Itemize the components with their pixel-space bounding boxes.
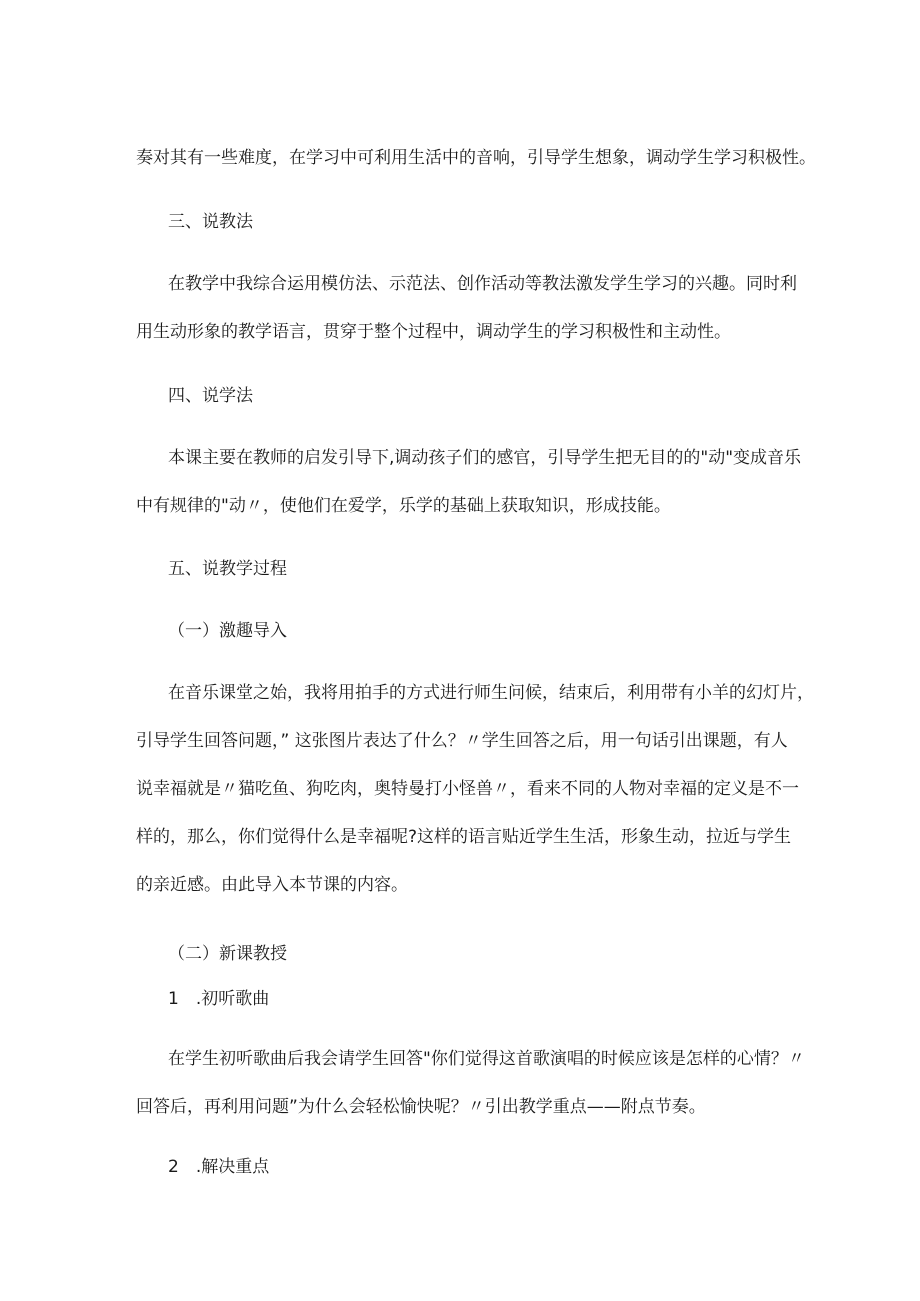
paragraph-line: 用生动形象的教学语言，贯穿于整个过程中，调动学生的学习积极性和主动性。 <box>136 322 731 342</box>
section-heading-learning-method: 四、说学法 <box>168 386 253 406</box>
section-heading-teaching-process: 五、说教学过程 <box>168 559 287 579</box>
list-item-heading: 2 .解决重点 <box>168 1157 270 1177</box>
paragraph-line: 在教学中我综合运用模仿法、示范法、创作活动等教法激发学生学习的兴趣。同时利 <box>168 274 797 294</box>
paragraph-line: 说幸福就是〃猫吃鱼、狗吃肉，奥特曼打小怪兽〃，看来不同的人物对幸福的定义是不一 <box>136 779 799 799</box>
paragraph-line: 中有规律的"动〃，使他们在爱学，乐学的基础上获取知识，形成技能。 <box>136 496 671 516</box>
section-heading-teaching-method: 三、说教法 <box>168 212 253 232</box>
subsection-heading-intro: （一）激趣导入 <box>168 621 287 641</box>
paragraph-line: 引导学生回答问题，” 这张图片表达了什么？〃学生回答之后，用一句话引出课题，有人 <box>136 731 788 751</box>
paragraph-line: 的亲近感。由此导入本节课的内容。 <box>136 875 408 895</box>
paragraph-line: 本课主要在教师的启发引导下,调动孩子们的感官，引导学生把无目的的"动"变成音乐 <box>168 448 802 468</box>
paragraph-line: 样的，那么，你们觉得什么是幸福呢?这样的语言贴近学生生活，形象生动，拉近与学生 <box>136 827 792 847</box>
subsection-heading-new-lesson: （二）新课教授 <box>168 944 287 964</box>
paragraph-line: 回答后，再利用问题”为什么会轻松愉快呢？〃引出教学重点——附点节奏。 <box>136 1097 706 1117</box>
paragraph-line: 在学生初听歌曲后我会请学生回答"你们觉得这首歌演唱的时候应该是怎样的心情？〃 <box>168 1049 805 1069</box>
list-item-heading: 1 .初听歌曲 <box>168 989 270 1009</box>
paragraph-line: 在音乐课堂之始，我将用拍手的方式进行师生问候，结束后，利用带有小羊的幻灯片， <box>168 683 814 703</box>
paragraph-continuation: 奏对其有一些难度，在学习中可利用生活中的音响，引导学生想象，调动学生学习积极性。 <box>136 148 816 168</box>
